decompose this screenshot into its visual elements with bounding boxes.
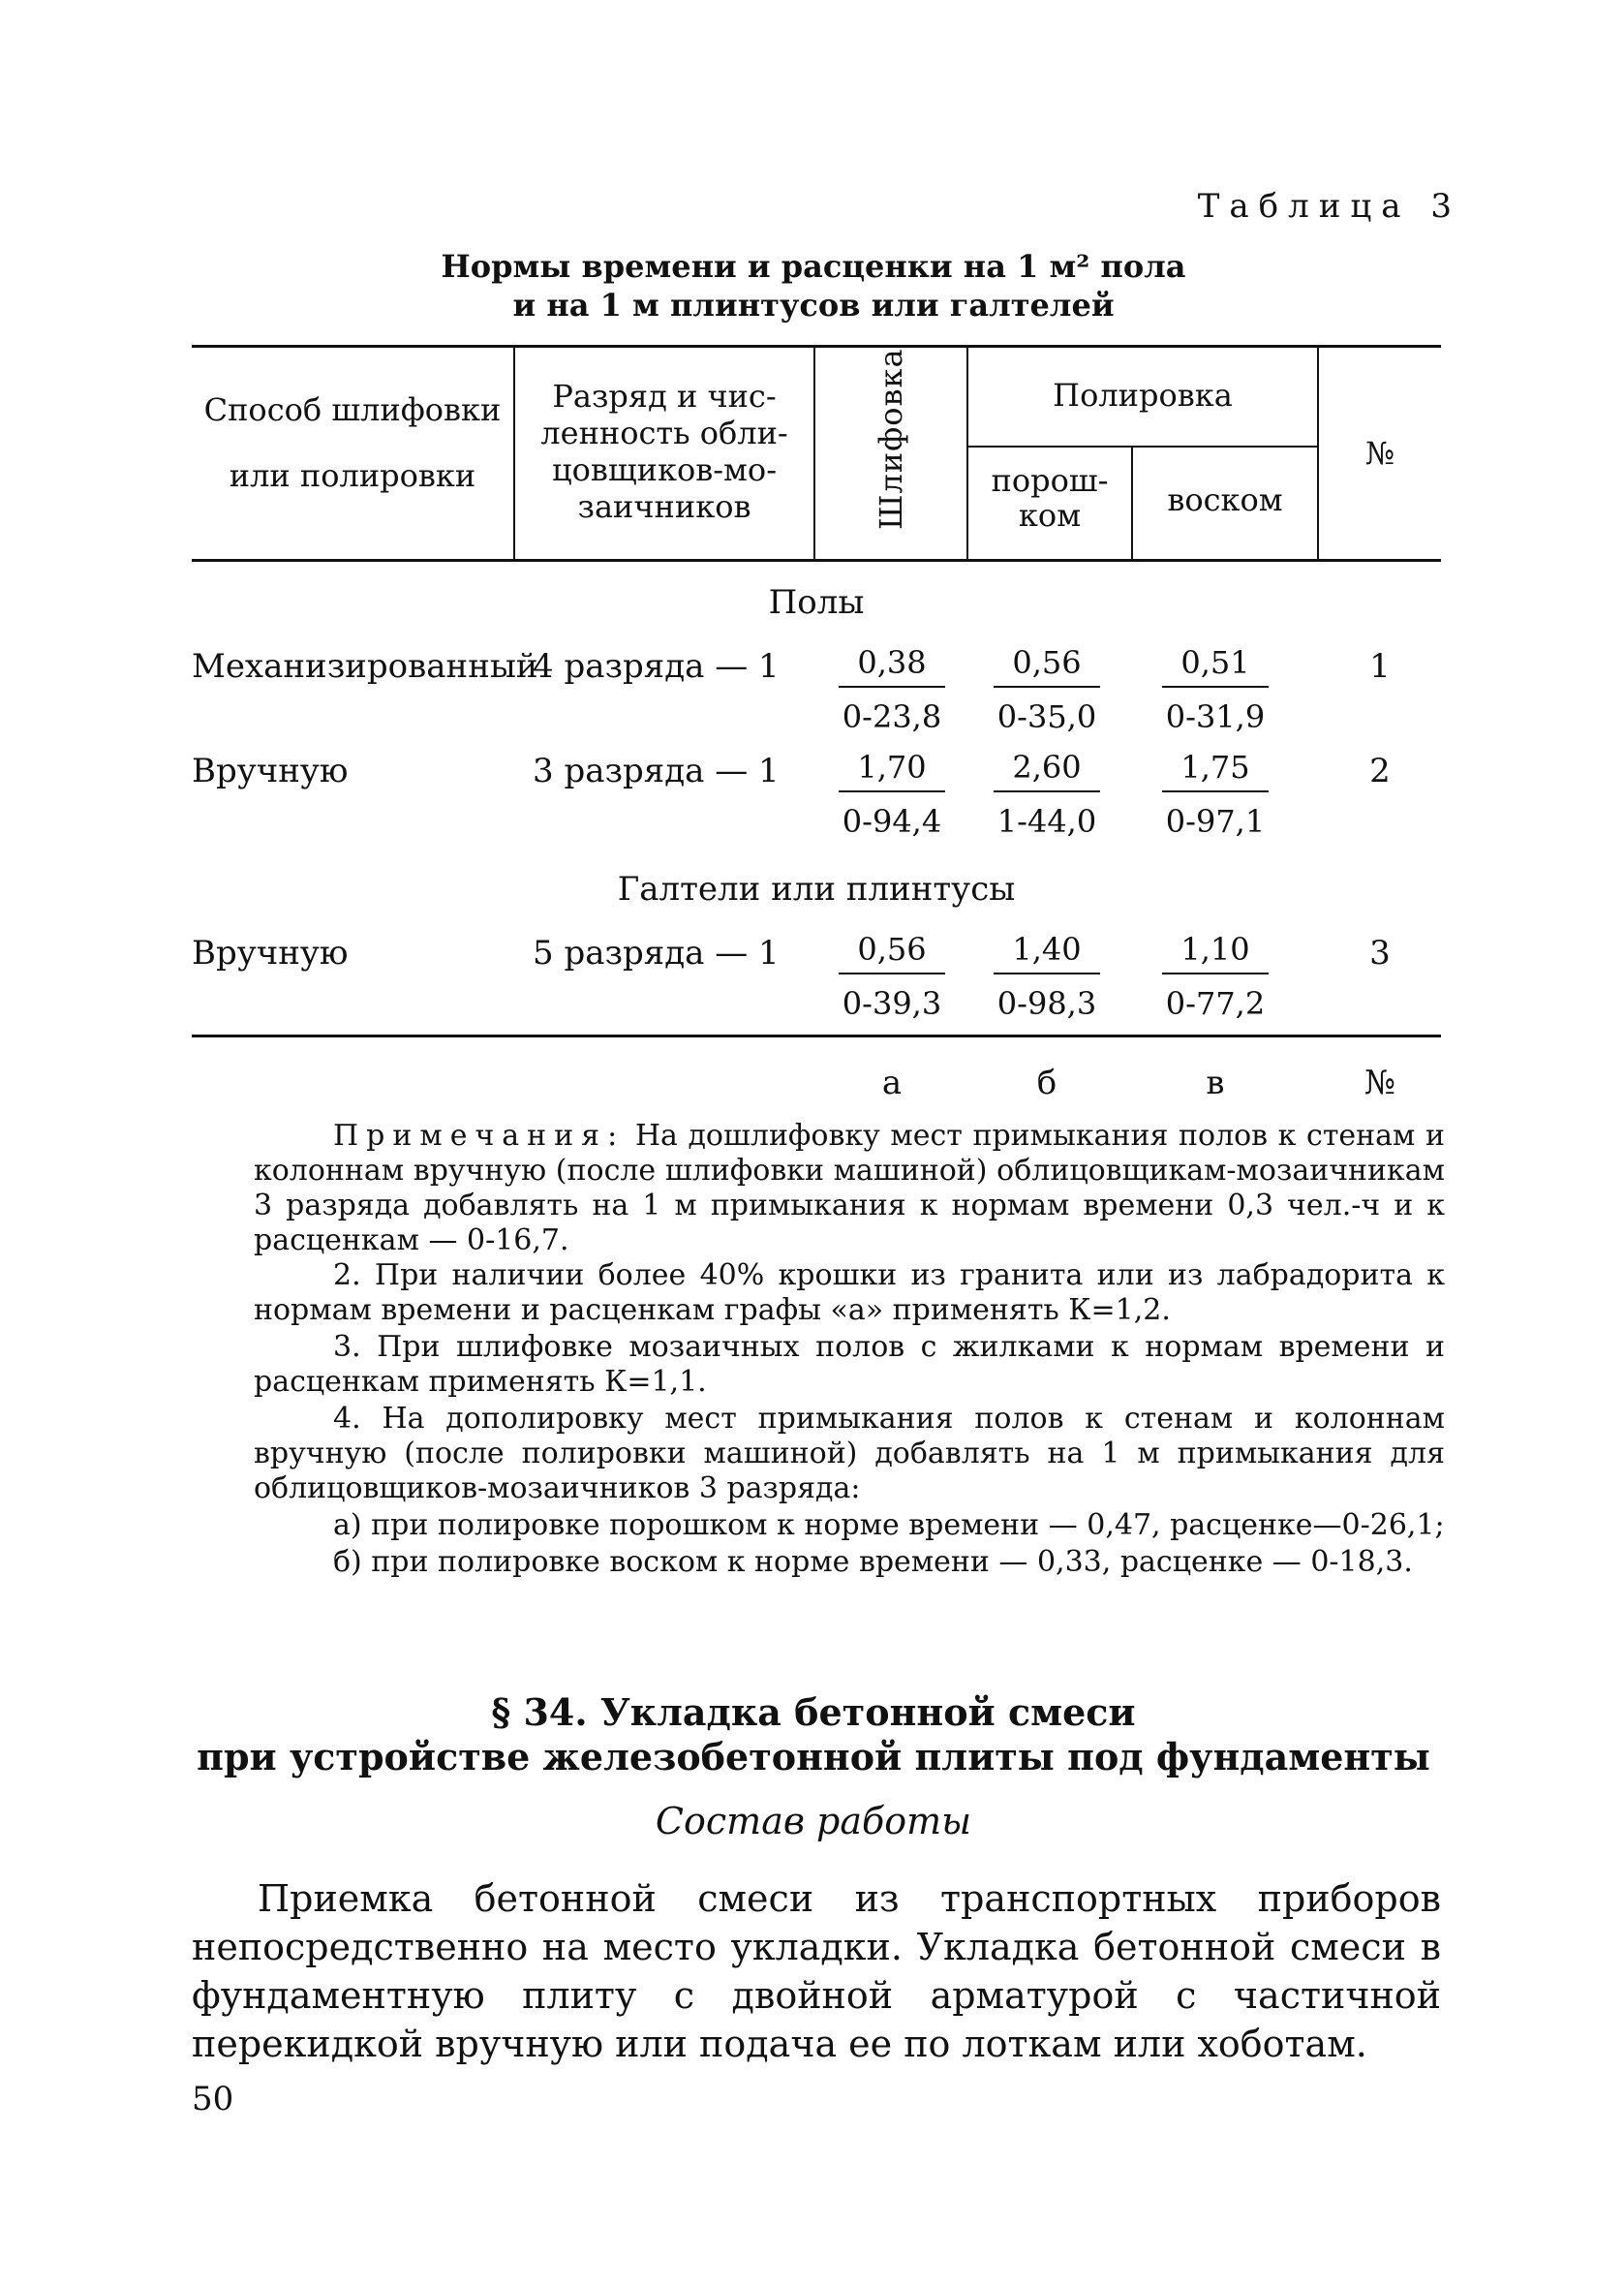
row3-rank: 5 разряда — 1 (533, 934, 780, 973)
row3-method: Вручную (192, 934, 349, 973)
row2-powder (994, 748, 1100, 841)
header-powder-line1: порош- (991, 462, 1109, 499)
note-4a: а) при полировке порошком к норме времени — 0,47, расценке—0-26,1; (333, 1508, 1445, 1542)
row2-wax (1162, 748, 1269, 841)
row3-grinding-norm: 0,56 (839, 930, 945, 974)
row2-grinding (839, 748, 945, 841)
footer-col-c: в (1206, 1064, 1225, 1102)
row1-powder-rate: 0-35,0 (996, 698, 1097, 735)
row2-grinding-norm: 1,70 (839, 748, 945, 792)
header-method-line2: или полировки (229, 457, 476, 494)
table-label: Таблица 3 (1197, 187, 1461, 226)
row1-wax (1162, 643, 1269, 736)
note-3: 3. При шлифовке мозаичных полов с жилками к нормам времени и расценкам применять К=1,1. (254, 1330, 1445, 1399)
row3-powder-rate: 0-98,3 (996, 985, 1097, 1022)
row2-method: Вручную (192, 752, 349, 790)
row1-grinding-rate: 0-23,8 (842, 698, 942, 735)
section-title-line1: § 34. Укладка бетонной смеси (491, 1690, 1136, 1734)
table-bottom-rule (192, 1035, 1441, 1037)
row1-method: Механизированный (192, 647, 538, 686)
norms-table (192, 339, 1441, 1056)
row2-wax-norm: 1,75 (1162, 748, 1269, 792)
header-powder (968, 463, 1131, 533)
notes (254, 1119, 1445, 1582)
note-1-text: На дошлифовку мест примыкания полов к стенам и колоннам вручную (после шлифовки машиной) облицовщикам-мозаичникам 3 разряда добавлять на 1 м примыкания к нормам времени 0,3 чел.-ч и к расценкам — 0-16,7. (254, 1119, 1445, 1257)
page-number: 50 (192, 2080, 234, 2118)
table-header-rule (192, 559, 1441, 562)
row3-grinding-rate: 0-39,3 (842, 985, 942, 1022)
note-4b: б) при полировке воском к норме времени — 0,33, расценке — 0-18,3. (333, 1545, 1413, 1579)
footer-col-b: б (1036, 1064, 1057, 1102)
footer-col-no: № (1364, 1064, 1396, 1102)
header-rank-line2: ленность обли- (540, 415, 788, 451)
row1-powder-norm: 0,56 (994, 643, 1100, 688)
note-2: 2. При наличии более 40% крошки из гранита или из лабрадорита к нормам времени и расценкам графы «а» применять К=1,2. (254, 1258, 1445, 1327)
row2-powder-norm: 2,60 (994, 748, 1100, 792)
row3-number: 3 (1369, 934, 1391, 973)
header-method (192, 392, 513, 493)
section-body: Приемка бетонной смеси из транспортных приборов непосредственно на место укладки. Укладка бетонной смеси в фундаментную плиту с двойной арматурой с частичной перекидкой вручную или подача ее по лоткам или хоботам. (192, 1877, 1441, 2065)
row2-powder-rate: 1-44,0 (996, 803, 1097, 840)
row1-rank: 4 разряда — 1 (533, 647, 780, 686)
row3-wax-rate: 0-77,2 (1165, 985, 1266, 1022)
section-floors: Полы (768, 583, 865, 622)
section-subheading: Состав работы (655, 1800, 972, 1842)
row3-grinding (839, 930, 945, 1023)
header-number: № (1364, 435, 1395, 472)
header-polishing: Полировка (1053, 377, 1233, 414)
header-rank-line4: заичников (577, 488, 751, 525)
table-caption-line1: Нормы времени и расценки на 1 м² пола (441, 248, 1186, 285)
notes-title: Примечания: (333, 1119, 626, 1153)
polishing-subrule (968, 446, 1317, 448)
row3-wax (1162, 930, 1269, 1023)
row2-grinding-rate: 0-94,4 (842, 803, 942, 840)
header-grinding: Шлифовка (873, 348, 909, 530)
table-caption (189, 247, 1438, 325)
note-4: 4. На дополировку мест примыкания полов к стенам и колоннам вручную (после полировки машиной) добавлять на 1 м примыкания для облицовщиков-мозаичников 3 разряда: (254, 1402, 1445, 1505)
section-fillets: Галтели или плинтусы (617, 870, 1016, 909)
row2-rank: 3 разряда — 1 (533, 752, 780, 790)
section-title-line2: при устройстве железобетонной плиты под фундаменты (197, 1735, 1430, 1778)
header-divider (813, 347, 815, 560)
row1-number: 1 (1369, 647, 1391, 686)
table-caption-line2: и на 1 м плинтусов или галтелей (512, 287, 1115, 324)
row3-powder-norm: 1,40 (994, 930, 1100, 974)
row3-powder (994, 930, 1100, 1023)
footer-col-a: а (881, 1064, 903, 1102)
header-rank-line1: Разряд и чис- (552, 378, 777, 415)
header-wax: воском (1167, 481, 1283, 518)
row1-grinding-norm: 0,38 (839, 643, 945, 688)
row1-grinding (839, 643, 945, 736)
row1-wax-norm: 0,51 (1162, 643, 1269, 688)
header-rank (515, 378, 813, 525)
row2-wax-rate: 0-97,1 (1165, 803, 1266, 840)
header-method-line1: Способ шлифовки (203, 391, 502, 428)
table-top-rule (192, 345, 1441, 348)
row1-wax-rate: 0-31,9 (1165, 698, 1266, 735)
row2-number: 2 (1369, 752, 1391, 790)
header-rank-line3: цовщиков-мо- (552, 451, 777, 488)
note-1 (254, 1119, 1445, 1258)
header-powder-line2: ком (1018, 497, 1082, 534)
row3-wax-norm: 1,10 (1162, 930, 1269, 974)
section-title (189, 1690, 1438, 1779)
row1-powder (994, 643, 1100, 736)
